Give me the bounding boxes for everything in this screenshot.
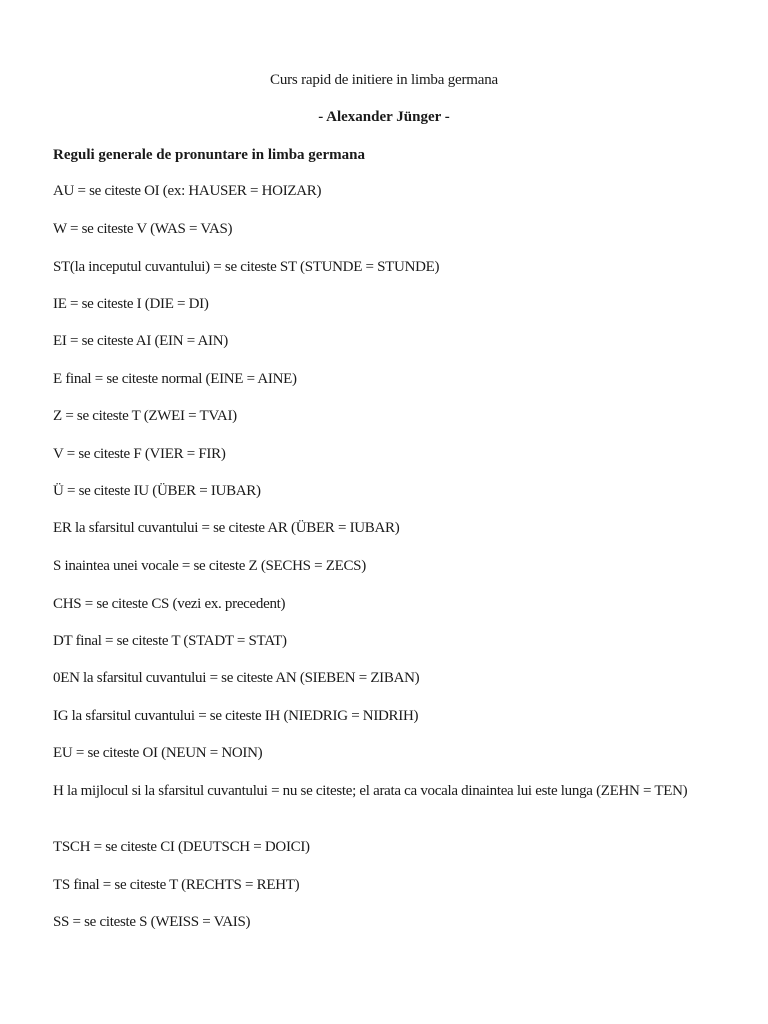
pronunciation-rule: EU = se citeste OI (NEUN = NOIN) [53, 745, 263, 761]
pronunciation-rule: SS = se citeste S (WEISS = VAIS) [53, 914, 251, 930]
document-author: - Alexander Jünger - [318, 109, 450, 125]
pronunciation-rule: EI = se citeste AI (EIN = AIN) [53, 333, 228, 349]
pronunciation-rule: E final = se citeste normal (EINE = AINE) [53, 371, 297, 387]
pronunciation-rule: IE = se citeste I (DIE = DI) [53, 296, 209, 312]
pronunciation-rule: IG la sfarsitul cuvantului = se citeste IH (NIEDRIG = NIDRIH) [53, 708, 419, 724]
pronunciation-rule: Ü = se citeste IU (ÜBER = IUBAR) [53, 483, 261, 499]
pronunciation-rule: AU = se citeste OI (ex: HAUSER = HOIZAR) [53, 183, 322, 199]
section-heading: Reguli generale de pronuntare in limba germana [53, 147, 365, 163]
pronunciation-rule: TSCH = se citeste CI (DEUTSCH = DOICI) [53, 839, 310, 855]
pronunciation-rule: CHS = se citeste CS (vezi ex. precedent) [53, 596, 286, 612]
document-title: Curs rapid de initiere in limba germana [270, 72, 498, 88]
pronunciation-rule: H la mijlocul si la sfarsitul cuvantului = nu se citeste; el arata ca vocala dinaintea lui este lunga (ZEHN = TEN) [53, 783, 688, 799]
pronunciation-rule: TS final = se citeste T (RECHTS = REHT) [53, 877, 300, 893]
pronunciation-rule: V = se citeste F (VIER = FIR) [53, 446, 226, 462]
pronunciation-rule: 0EN la sfarsitul cuvantului = se citeste AN (SIEBEN = ZIBAN) [53, 670, 420, 686]
pronunciation-rule: ER la sfarsitul cuvantului = se citeste AR (ÜBER = IUBAR) [53, 520, 400, 536]
pronunciation-rule: W = se citeste V (WAS = VAS) [53, 221, 233, 237]
pronunciation-rule: S inaintea unei vocale = se citeste Z (SECHS = ZECS) [53, 558, 366, 574]
pronunciation-rule: DT final = se citeste T (STADT = STAT) [53, 633, 287, 649]
pronunciation-rule: ST(la inceputul cuvantului) = se citeste ST (STUNDE = STUNDE) [53, 259, 440, 275]
pronunciation-rule: Z = se citeste T (ZWEI = TVAI) [53, 408, 237, 424]
